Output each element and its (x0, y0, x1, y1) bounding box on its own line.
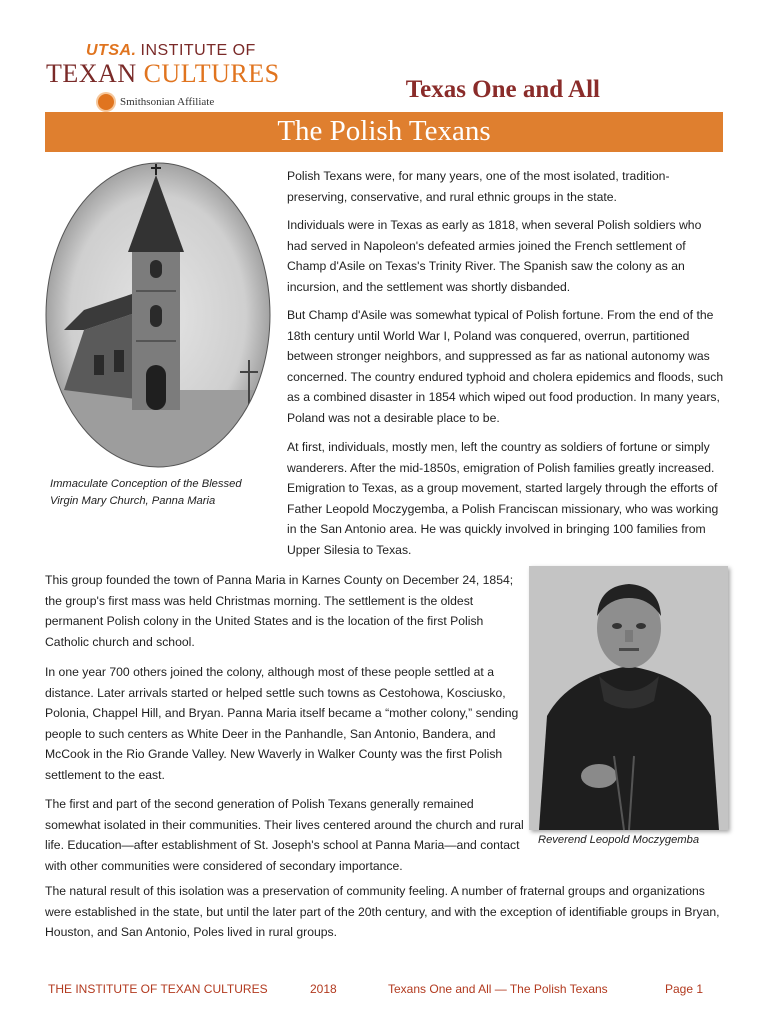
title-banner (45, 112, 723, 152)
page-footer (48, 982, 718, 998)
footer-year: 2018 (310, 982, 337, 996)
smithsonian-affiliate (98, 93, 214, 111)
priest-photo (529, 566, 728, 830)
body-paragraph-7: The first and part of the second generation of Polish Texans generally remained somewhat isolated in their communities. Their lives centered around the church and rural life. Education—after establishment of St. Joseph's school at Panna Maria—and contact with other communities were considered of secondary importance. (45, 797, 524, 873)
priest-illustration (529, 566, 728, 830)
itc-logo (46, 42, 286, 112)
body-paragraph-2: Individuals were in Texas as early as 1818, when several Polish soldiers who had served in Napoleon's defeated armies joined the French settlement of Champ d'Asile on Texas's Trinity River. The Spanish saw the colony as an incursion, and the settlement was shortly disbanded. (287, 218, 702, 294)
body-paragraph-4: At first, individuals, mostly men, left the country as soldiers of fortune or simply wanderers. After the mid-1850s, emigration of Polish families greatly increased. Emigration to Texas, as a group movement, started largely through the efforts of Father Leopold Moczygemba, a Polish Franciscan missionary, who was working in the San Antonio area. He was quickly involved in bringing 100 families from Upper Silesia to Texas. (287, 440, 719, 557)
logo-line-texan-cultures (46, 59, 280, 89)
logo-texan: TEXAN (46, 59, 137, 88)
logo-institute-of: INSTITUTE OF (140, 42, 256, 59)
footer-org: THE INSTITUTE OF TEXAN CULTURES (48, 982, 268, 996)
body-paragraph-1: Polish Texans were, for many years, one of the most isolated, tradition-preserving, conservative, and rural ethnic groups in the state. (287, 169, 670, 204)
church-caption: Immaculate Conception of the Blessed Virgin Mary Church, Panna Maria (50, 478, 242, 507)
body-paragraph-8: The natural result of this isolation was a preservation of community feeling. A number of fraternal groups and organizations were established in the state, but until the later part of the 20th century, and with the exception of identifiable groups in Bryan, Houston, and San Antonio, Poles lived in rural groups. (45, 884, 720, 940)
body-paragraph-6: In one year 700 others joined the colony, although most of these people settled at a distance. Later arrivals started or helped settle such towns as Cestohowa, Kosciusko, Polonia, Chappel Hill, and Bryan. Panna Maria itself became a “mother colony,” sending people to such centers as White Deer in the Panhandle, San Antonio, Bandera, and McCook in the Rio Grande Valley. New Waverly in Walker County was the first Polish settlement to the east. (45, 665, 519, 782)
smithsonian-sun-icon (98, 94, 114, 110)
church-photo (44, 160, 272, 470)
priest-caption: Reverend Leopold Moczygemba (538, 834, 700, 846)
footer-title: Texans One and All — The Polish Texans (388, 982, 608, 996)
logo-utsa: UTSA. (86, 42, 137, 59)
body-paragraph-3: But Champ d'Asile was somewhat typical of Polish fortune. From the end of the 18th century until World War I, Poland was conquered, overrun, partitioned between stronger neighbors, and suppressed as far as national autonomy was concerned. The country endured typhoid and cholera epidemics and floods, such as a combined disaster in 1854 which wiped out food production. In many years, Poland was not a desirable place to be. (287, 308, 724, 425)
body-paragraph-5: This group founded the town of Panna Maria in Karnes County on December 24, 1854; the group's first mass was held Christmas morning. The settlement is the oldest permanent Polish colony in the United States and is the location of the first Polish Catholic church and school. (45, 573, 514, 649)
footer-page-number: Page 1 (665, 982, 704, 996)
page-title: The Polish Texans (277, 115, 491, 147)
church-illustration (44, 160, 272, 470)
logo-cultures: CULTURES (143, 59, 280, 88)
series-title: Texas One and All (405, 76, 600, 103)
affiliate-text: Smithsonian Affiliate (120, 96, 215, 108)
logo-line-institute (86, 42, 256, 60)
